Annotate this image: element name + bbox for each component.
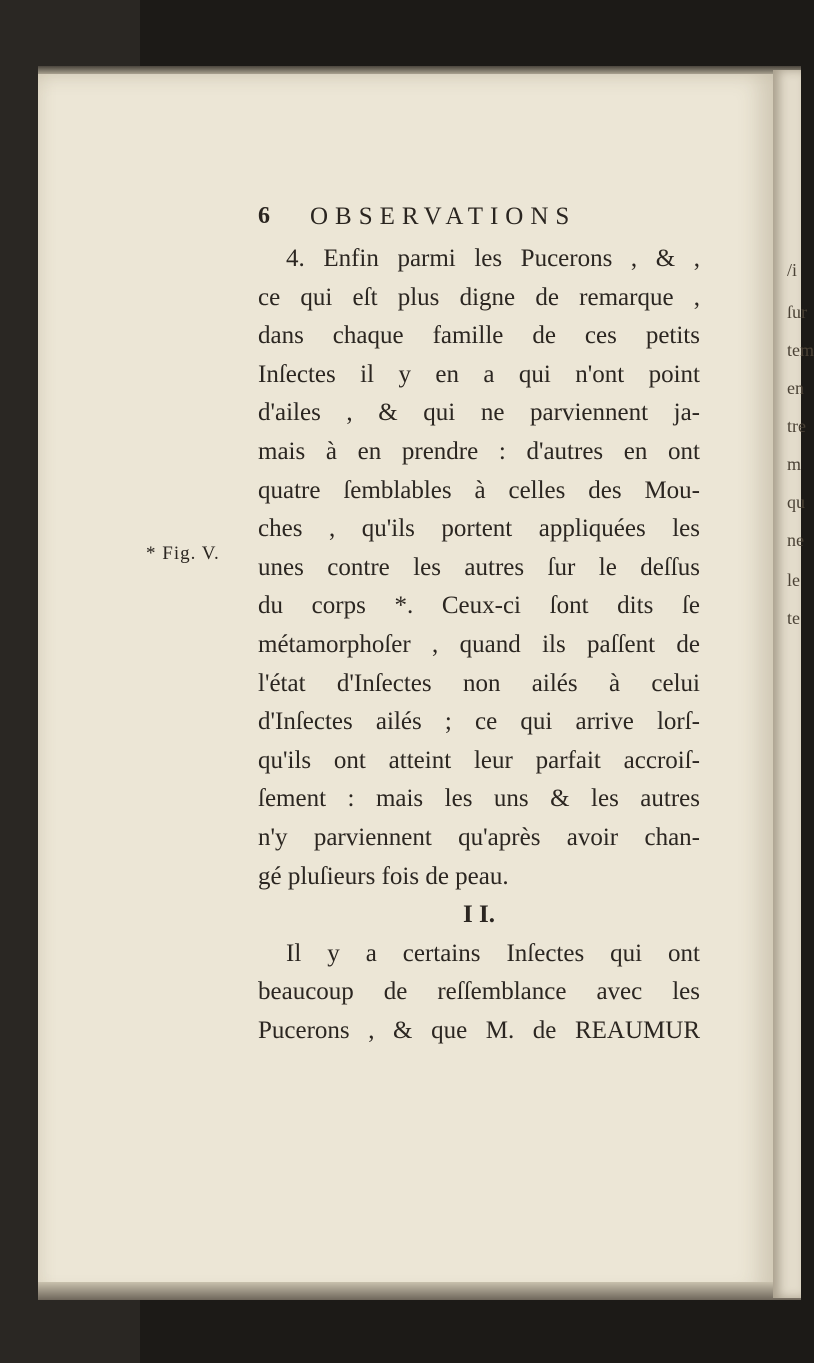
page-edge-bottom: [38, 1282, 801, 1300]
page-number: 6: [258, 203, 270, 229]
next-page-fragment: te: [787, 608, 800, 628]
next-page-fragment: ne: [787, 530, 804, 550]
next-page-fragment: m: [787, 454, 802, 474]
next-page-fragment: tem: [787, 340, 814, 360]
text-line: mais à en prendre : d'autres en ont: [258, 437, 700, 465]
text-line: du corps *. Ceux-ci ſont dits ſe: [258, 592, 700, 620]
text-line: beaucoup de reſſemblance avec les: [258, 978, 700, 1006]
next-page-fragment: ſur: [787, 302, 807, 322]
page-body: [258, 240, 700, 1050]
text-line: ches , qu'ils portent appliquées les: [258, 515, 700, 543]
next-page-fragment: /i: [787, 260, 798, 280]
next-page-fragment: le: [787, 570, 800, 590]
text-line: 4. Enfin parmi les Pucerons , & ,: [286, 245, 700, 272]
text-line: gé pluſieurs fois de peau.: [258, 862, 509, 890]
marginal-figure-note: * Fig. V.: [146, 543, 220, 564]
next-page-edge: [773, 70, 814, 1298]
text-line: l'état d'Inſectes non ailés à celui: [258, 669, 700, 697]
text-line: ſement : mais les uns & les autres: [258, 785, 700, 813]
next-page-fragment: tre: [787, 416, 806, 436]
text-line: d'ailes , & qui ne parviennent ja-: [258, 399, 700, 427]
section-heading: I I.: [463, 901, 495, 929]
text-line: unes contre les autres ſur le deſſus: [258, 553, 700, 581]
text-line: d'Inſectes ailés ; ce qui arrive lorſ-: [258, 708, 700, 736]
text-line: métamorphoſer , quand ils paſſent de: [258, 630, 700, 658]
text-line: dans chaque famille de ces petits: [258, 322, 700, 350]
text-line: Pucerons , & que M. de REAUMUR: [258, 1016, 700, 1044]
next-page-fragment: qu: [787, 492, 805, 512]
text-line: n'y parviennent qu'après avoir chan-: [258, 823, 700, 851]
text-line: Inſectes il y en a qui n'ont point: [258, 360, 700, 388]
text-line: qu'ils ont atteint leur parfait accroiſ-: [258, 746, 700, 774]
page-header: [258, 203, 628, 239]
text-line: Il y a certains Inſectes qui ont: [286, 939, 700, 967]
text-line: ce qui eſt plus digne de remarque ,: [258, 283, 700, 311]
text-line: quatre ſemblables à celles des Mou-: [258, 476, 700, 504]
running-title: OBSERVATIONS: [310, 203, 577, 230]
next-page-fragment: en: [787, 378, 804, 398]
